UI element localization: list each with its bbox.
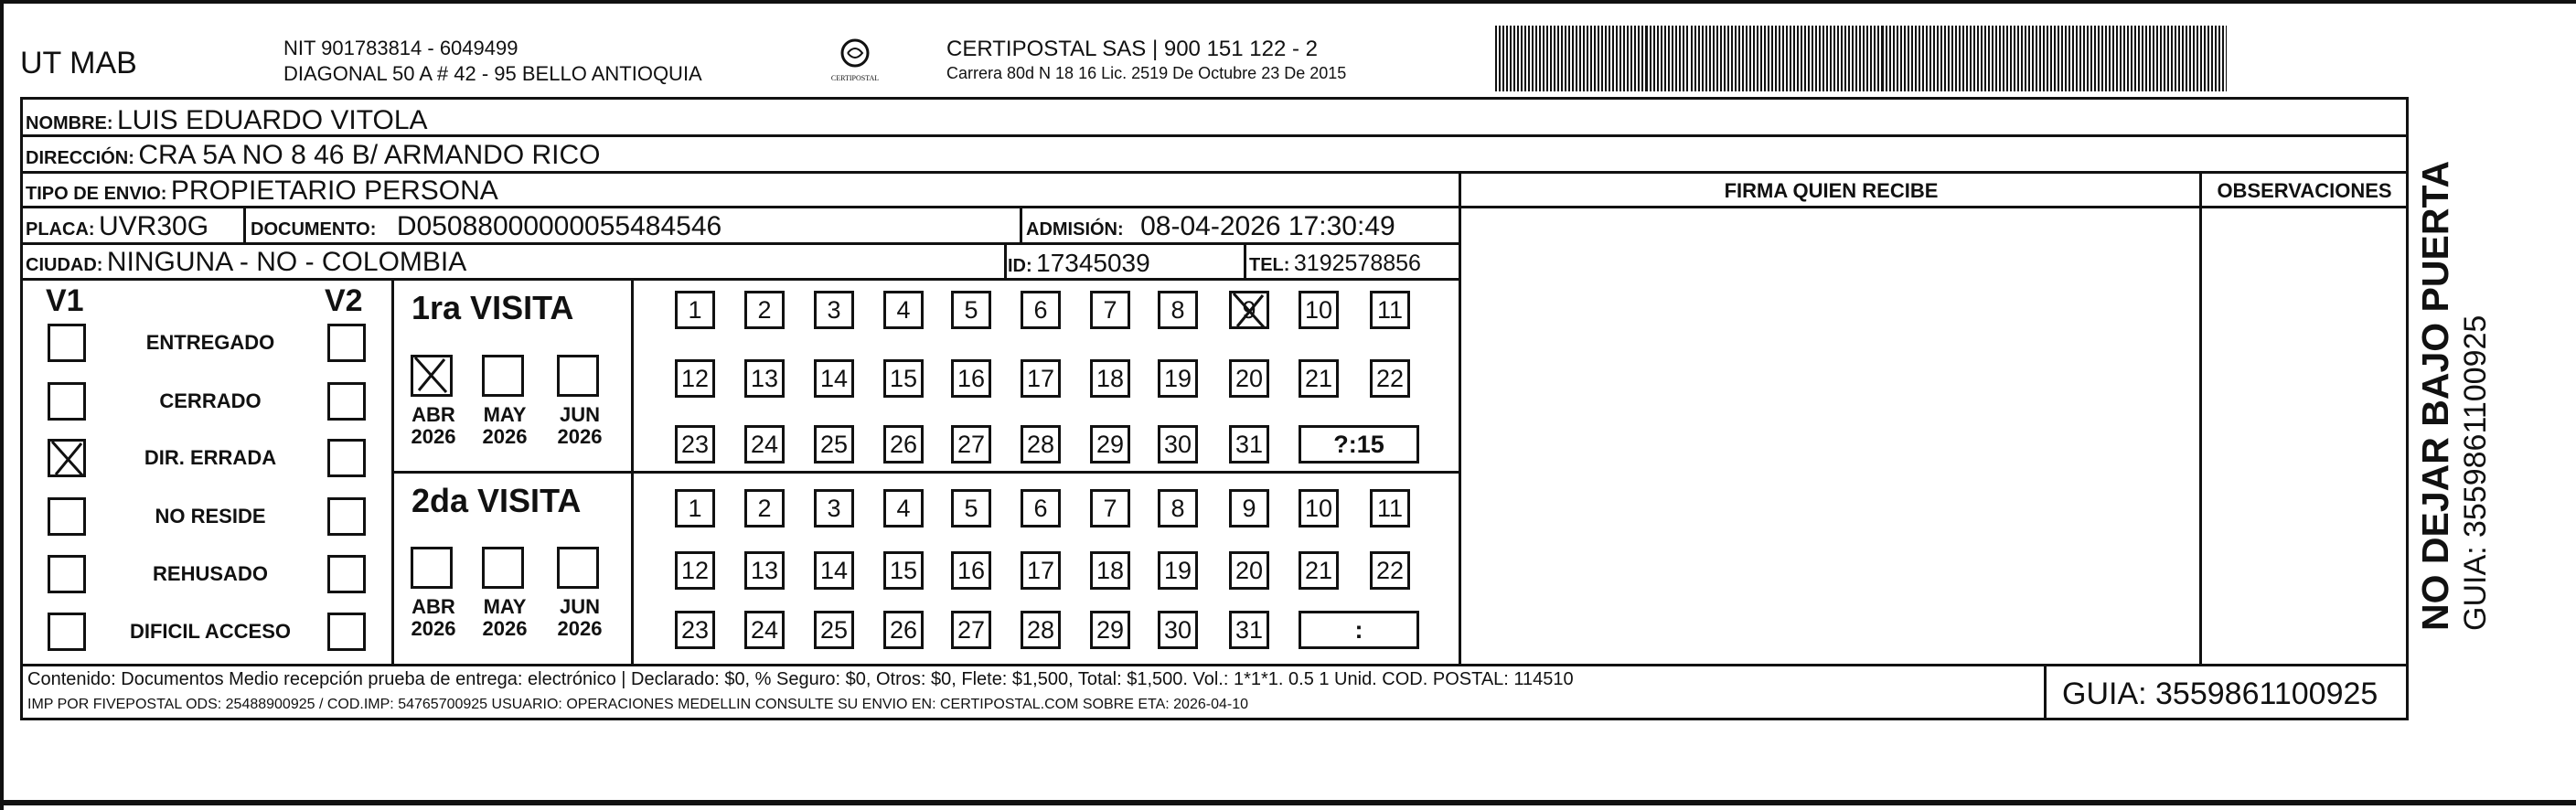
month-year: 2026 — [557, 617, 603, 640]
month-year: 2026 — [411, 617, 456, 640]
day-box[interactable]: 18 — [1090, 551, 1130, 590]
day-box[interactable]: 13 — [744, 551, 785, 590]
day-box[interactable]: 26 — [883, 425, 924, 464]
v1-header: V1 — [46, 283, 84, 318]
day-box[interactable]: 9 — [1229, 489, 1269, 528]
day-box[interactable]: 30 — [1158, 425, 1198, 464]
row-sep-2 — [20, 171, 2406, 174]
tel-row — [1249, 250, 1421, 277]
day-box[interactable]: 17 — [1021, 551, 1061, 590]
tipo-label: TIPO DE ENVIO: — [26, 184, 167, 204]
documento-label: DOCUMENTO: — [251, 219, 377, 240]
day-box[interactable]: 31 — [1229, 611, 1269, 649]
carrier-name: CERTIPOSTAL SAS | 900 151 122 - 2 — [946, 37, 1318, 61]
col-sep-id — [1004, 242, 1007, 280]
company-name: UT MAB — [20, 46, 137, 80]
month-name: MAY — [483, 595, 527, 618]
day-box[interactable]: 20 — [1229, 551, 1269, 590]
day-box[interactable]: 27 — [951, 425, 991, 464]
month-year: 2026 — [482, 617, 528, 640]
month-label — [552, 596, 607, 640]
nombre-label: NOMBRE: — [26, 113, 113, 133]
company-nit: NIT 901783814 - 6049499 — [283, 37, 518, 59]
documento-row — [251, 211, 721, 242]
day-box[interactable]: 2 — [744, 291, 785, 329]
day-box[interactable]: 26 — [883, 611, 924, 649]
month-name: JUN — [559, 595, 600, 618]
observaciones-header: OBSERVACIONES — [2217, 179, 2392, 202]
month-checkbox[interactable] — [482, 355, 524, 397]
ciudad-label: CIUDAD: — [26, 255, 103, 275]
check-mark-icon — [410, 354, 452, 396]
day-box[interactable]: 14 — [814, 359, 854, 398]
status-label: CERRADO — [159, 389, 262, 412]
id-value: 17345039 — [1036, 249, 1150, 277]
col-sep-guia — [2044, 664, 2047, 718]
status-v1-checkbox[interactable] — [48, 439, 86, 477]
day-box[interactable]: 19 — [1158, 359, 1198, 398]
day-box[interactable]: 12 — [675, 551, 715, 590]
day-box[interactable]: 24 — [744, 611, 785, 649]
day-box[interactable]: 10 — [1299, 489, 1339, 528]
month-checkbox[interactable] — [557, 355, 599, 397]
certipostal-logo — [828, 35, 882, 90]
day-box[interactable]: 5 — [951, 291, 991, 329]
day-box[interactable]: 16 — [951, 359, 991, 398]
status-v1-checkbox[interactable] — [48, 497, 86, 536]
col-sep-firma — [1459, 171, 1461, 664]
col-sep-admision — [1020, 206, 1022, 243]
admision-value: 08-04-2026 17:30:49 — [1140, 211, 1395, 241]
day-box[interactable]: 6 — [1021, 489, 1061, 528]
status-v1-checkbox[interactable] — [48, 382, 86, 421]
nombre-value: LUIS EDUARDO VITOLA — [117, 105, 428, 135]
documento-value: D05088000000055484546 — [396, 211, 722, 241]
month-label — [406, 596, 461, 640]
day-box[interactable]: 24 — [744, 425, 785, 464]
footer-guia: GUIA: 3559861100925 — [2062, 677, 2378, 711]
day-box[interactable]: 4 — [883, 489, 924, 528]
col-sep-placa — [243, 206, 246, 243]
company-address: DIAGONAL 50 A # 42 - 95 BELLO ANTIOQUIA — [283, 62, 702, 85]
placa-value: UVR30G — [99, 211, 209, 241]
day-box[interactable]: 18 — [1090, 359, 1130, 398]
day-box[interactable]: 15 — [883, 551, 924, 590]
bottom-border — [0, 800, 2576, 805]
direccion-label: DIRECCIÓN: — [26, 148, 134, 168]
status-label: DIR. ERRADA — [144, 446, 277, 469]
row-sep-footer — [20, 664, 2406, 666]
day-box[interactable]: 16 — [951, 551, 991, 590]
visit-2-title: 2da VISITA — [412, 482, 582, 519]
day-box[interactable]: 15 — [883, 359, 924, 398]
month-checkbox[interactable] — [411, 547, 453, 589]
tel-value: 3192578856 — [1293, 250, 1421, 276]
footer-contenido: Contenido: Documentos Medio recepción prueba de entrega: electrónico | Declarado: $0, % Seguro: $0, Otros: $0, Flete: $1,500, Total: $1,500. Vol.: 1*1*1. 0.5 1 Unid. COD. POSTAL: 114510 — [27, 669, 1574, 689]
day-box[interactable]: 9 — [1229, 291, 1269, 329]
day-box[interactable]: 11 — [1370, 489, 1410, 528]
status-label: ENTREGADO — [145, 331, 275, 354]
placa-label: PLACA: — [26, 219, 95, 240]
carrier-license: Carrera 80d N 18 16 Lic. 2519 De Octubre 23 De 2015 — [946, 64, 1347, 82]
check-mark-icon — [47, 438, 89, 480]
day-box[interactable]: 29 — [1090, 425, 1130, 464]
status-v2-checkbox[interactable] — [327, 324, 366, 362]
status-label: REHUSADO — [153, 562, 268, 585]
col-sep-obs — [2199, 171, 2202, 664]
svg-text:CERTIPOSTAL: CERTIPOSTAL — [830, 74, 880, 82]
day-box[interactable]: 23 — [675, 425, 715, 464]
day-box[interactable]: 19 — [1158, 551, 1198, 590]
status-v2-checkbox[interactable] — [327, 382, 366, 421]
direccion-value: CRA 5A NO 8 46 B/ ARMANDO RICO — [138, 140, 601, 170]
visit-1-title: 1ra VISITA — [412, 289, 574, 326]
status-label: DIFICIL ACCESO — [129, 620, 291, 643]
side-guia: GUIA: 3559861100925 — [2458, 314, 2493, 631]
day-box[interactable]: 1 — [675, 291, 715, 329]
col-sep-tel — [1244, 242, 1246, 280]
status-v2-checkbox[interactable] — [327, 555, 366, 593]
day-box[interactable]: 25 — [814, 425, 854, 464]
day-box[interactable]: 22 — [1370, 551, 1410, 590]
top-border — [0, 0, 2576, 4]
id-row — [1008, 249, 1150, 278]
ciudad-row — [26, 247, 466, 278]
footer-imp: IMP POR FIVEPOSTAL ODS: 25488900925 / COD.IMP: 54765700925 USUARIO: OPERACIONES MEDELLIN CONSULTE SU ENVIO EN: CERTIPOSTAL.COM SOBRE ETA: 2026-04-10 — [27, 697, 1248, 712]
day-box[interactable]: 2 — [744, 489, 785, 528]
day-box[interactable]: 25 — [814, 611, 854, 649]
barcode — [1495, 26, 2227, 91]
day-box[interactable]: 10 — [1299, 291, 1339, 329]
month-checkbox[interactable] — [482, 547, 524, 589]
status-v2-checkbox[interactable] — [327, 497, 366, 536]
month-year: 2026 — [482, 425, 528, 448]
side-warning: NO DEJAR BAJO PUERTA — [2414, 160, 2456, 631]
placa-row — [26, 211, 208, 242]
id-label: ID: — [1008, 256, 1032, 276]
day-box[interactable]: 21 — [1299, 551, 1339, 590]
day-box[interactable]: 20 — [1229, 359, 1269, 398]
month-name: JUN — [559, 403, 600, 426]
day-box[interactable]: 29 — [1090, 611, 1130, 649]
day-box[interactable]: 4 — [883, 291, 924, 329]
left-border — [0, 0, 4, 810]
time-box[interactable]: : — [1299, 611, 1419, 649]
tipo-row — [26, 176, 498, 207]
admision-label: ADMISIÓN: — [1026, 219, 1124, 240]
admision-row — [1026, 211, 1395, 242]
tipo-value: PROPIETARIO PERSONA — [170, 176, 498, 206]
v2-header: V2 — [325, 283, 363, 318]
status-label: NO RESIDE — [155, 505, 266, 528]
status-v1-checkbox[interactable] — [48, 613, 86, 651]
day-box[interactable]: 6 — [1021, 291, 1061, 329]
day-box[interactable]: 31 — [1229, 425, 1269, 464]
month-name: ABR — [412, 595, 455, 618]
ciudad-value: NINGUNA - NO - COLOMBIA — [106, 247, 467, 277]
month-label — [477, 596, 532, 640]
month-year: 2026 — [411, 425, 456, 448]
month-name: MAY — [483, 403, 527, 426]
month-label — [552, 404, 607, 448]
day-box[interactable]: 3 — [814, 489, 854, 528]
month-checkbox[interactable] — [411, 355, 453, 397]
status-v2-checkbox[interactable] — [327, 439, 366, 477]
day-box[interactable]: 13 — [744, 359, 785, 398]
firma-header: FIRMA QUIEN RECIBE — [1724, 179, 1939, 202]
day-box[interactable]: 30 — [1158, 611, 1198, 649]
day-box[interactable]: 28 — [1021, 425, 1061, 464]
day-box[interactable]: 27 — [951, 611, 991, 649]
month-year: 2026 — [557, 425, 603, 448]
day-box[interactable]: 3 — [814, 291, 854, 329]
nombre-row — [26, 105, 428, 136]
day-box[interactable]: 21 — [1299, 359, 1339, 398]
month-label — [477, 404, 532, 448]
month-label — [406, 404, 461, 448]
time-box[interactable]: ?:15 — [1299, 425, 1419, 464]
status-v2-checkbox[interactable] — [327, 613, 366, 651]
day-box[interactable]: 28 — [1021, 611, 1061, 649]
day-box[interactable]: 7 — [1090, 291, 1130, 329]
day-box[interactable]: 11 — [1370, 291, 1410, 329]
day-box[interactable]: 14 — [814, 551, 854, 590]
check-mark-icon — [1228, 290, 1270, 332]
month-checkbox[interactable] — [557, 547, 599, 589]
direccion-row — [26, 140, 601, 171]
day-box[interactable]: 12 — [675, 359, 715, 398]
day-box[interactable]: 7 — [1090, 489, 1130, 528]
day-box[interactable]: 17 — [1021, 359, 1061, 398]
tel-label: TEL: — [1249, 255, 1290, 275]
day-box[interactable]: 22 — [1370, 359, 1410, 398]
day-box[interactable]: 8 — [1158, 489, 1198, 528]
status-v1-checkbox[interactable] — [48, 555, 86, 593]
status-v1-checkbox[interactable] — [48, 324, 86, 362]
day-box[interactable]: 1 — [675, 489, 715, 528]
day-box[interactable]: 5 — [951, 489, 991, 528]
day-box[interactable]: 23 — [675, 611, 715, 649]
visit-sep — [391, 471, 1459, 474]
month-name: ABR — [412, 403, 455, 426]
day-box[interactable]: 8 — [1158, 291, 1198, 329]
